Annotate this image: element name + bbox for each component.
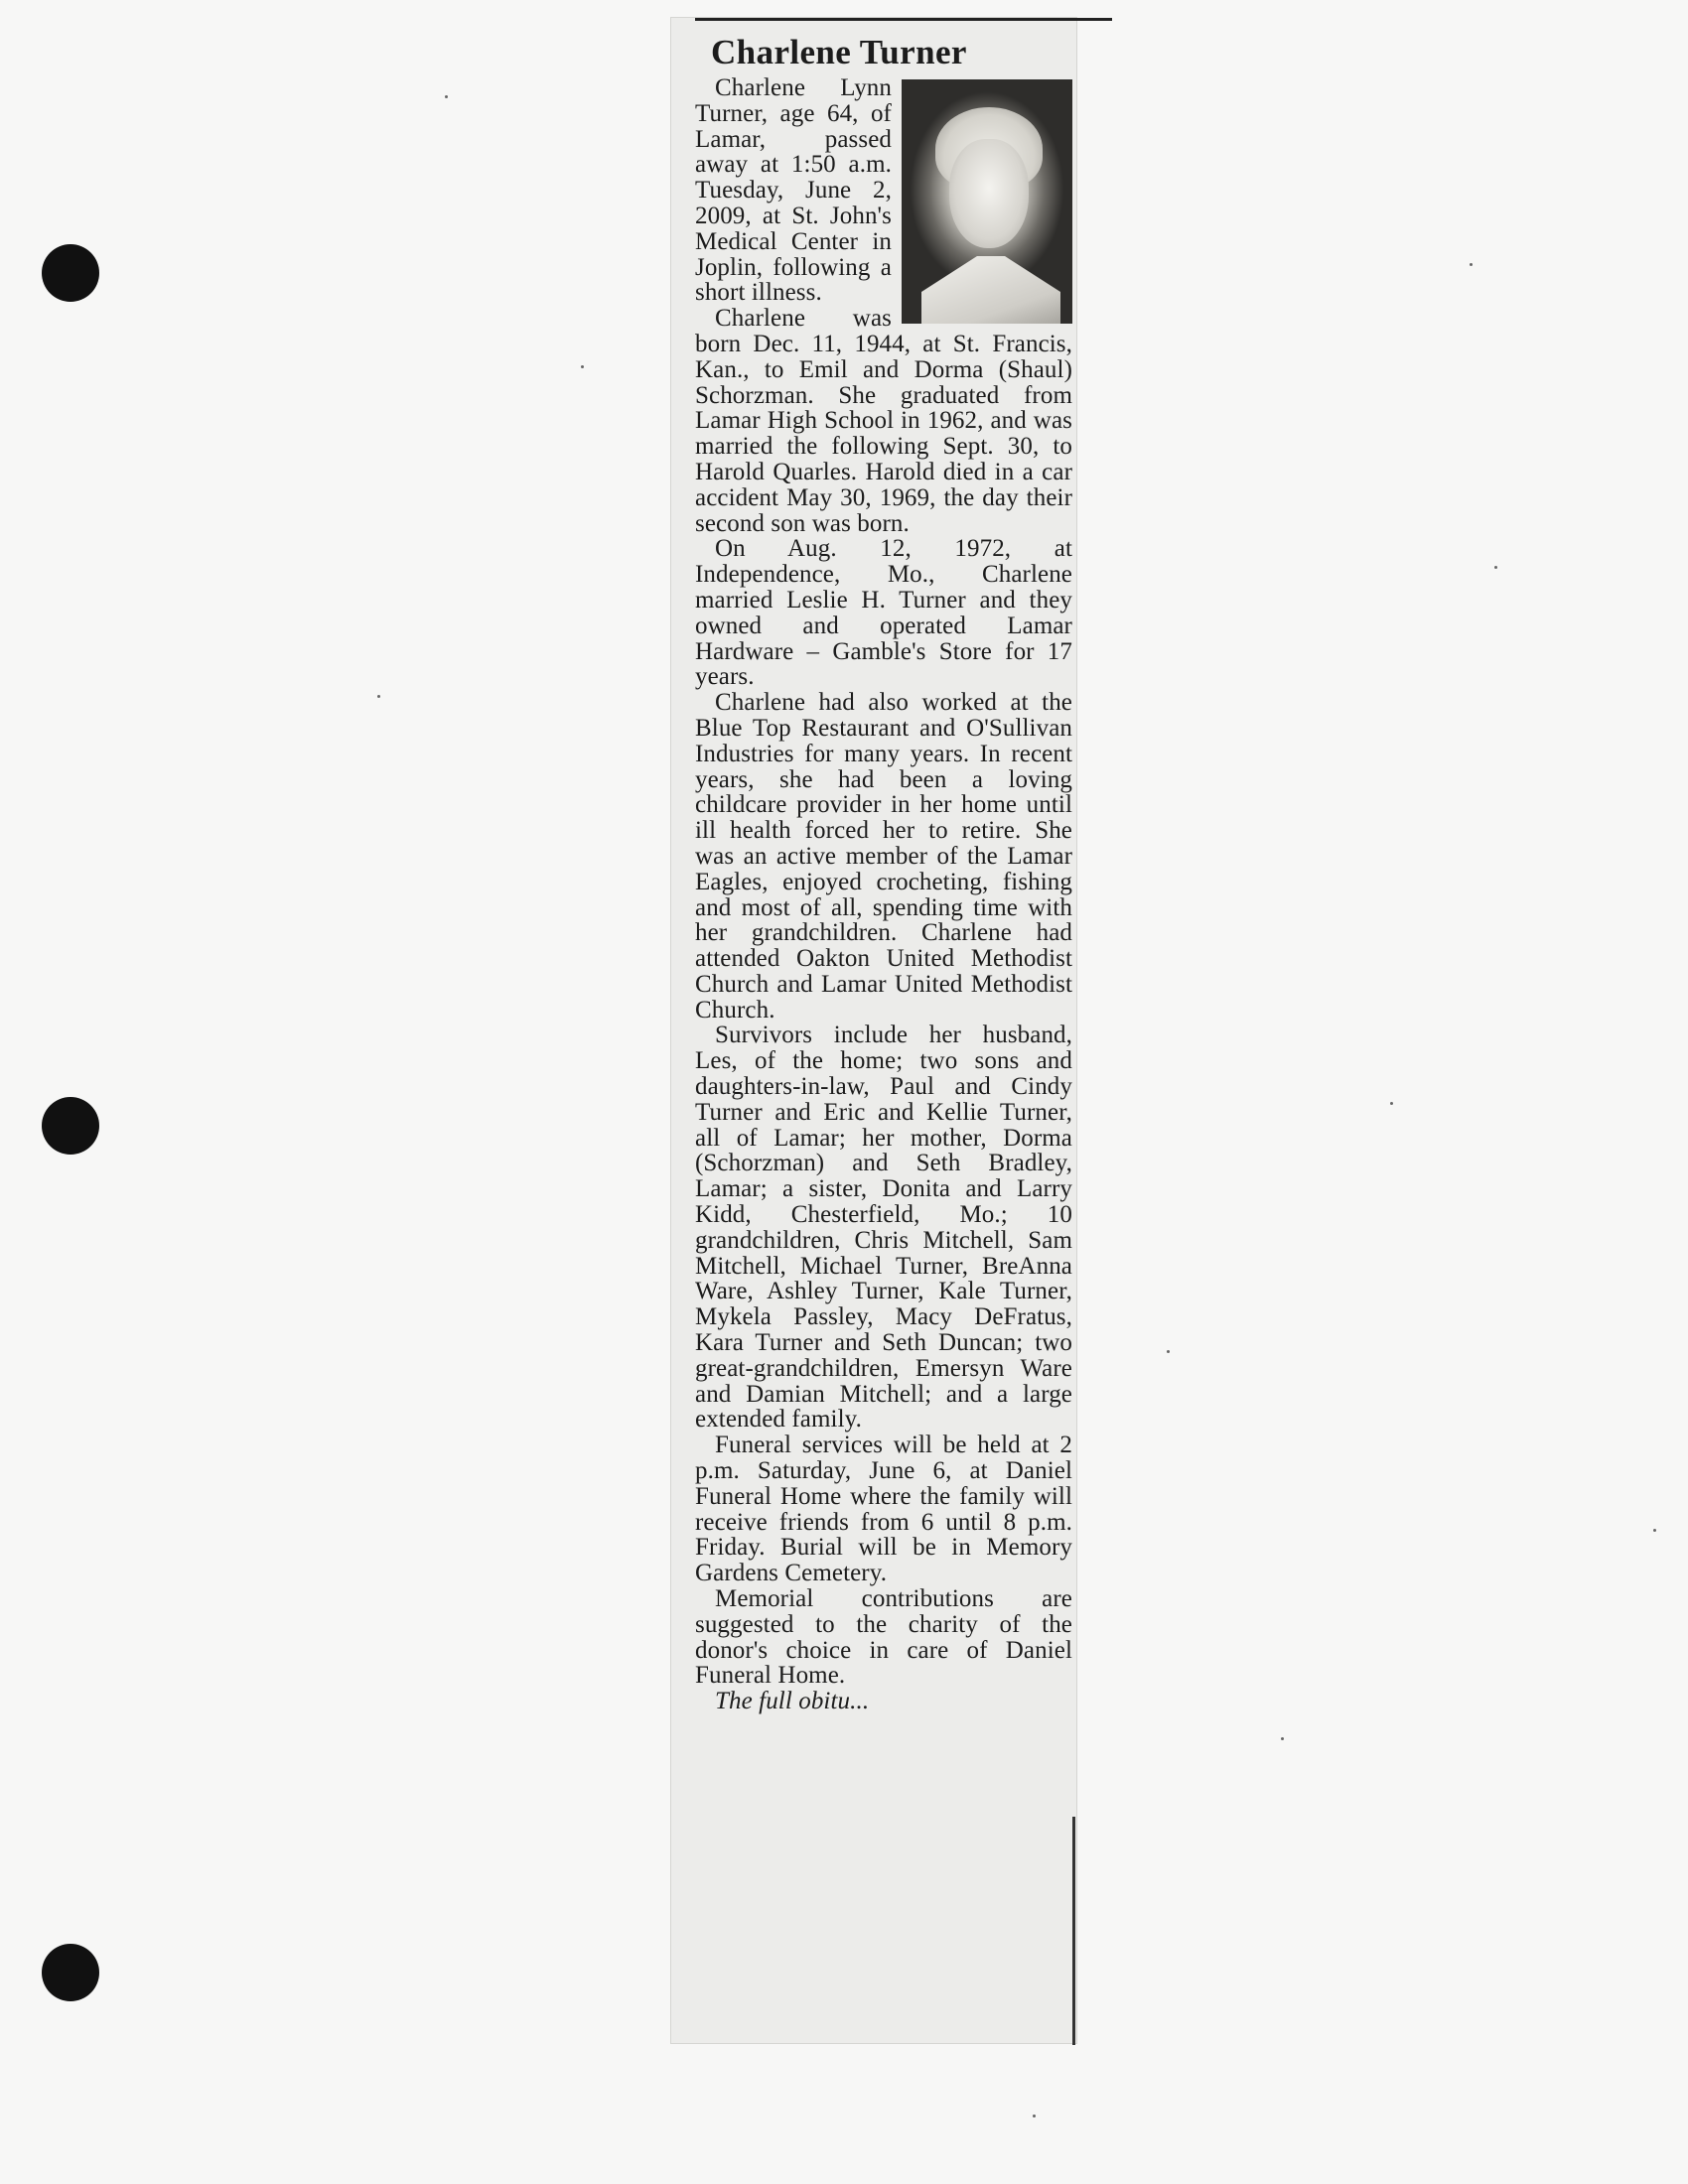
obituary-paragraph: Funeral services will be held at 2 p.m. Saturday, June 6, at Daniel Funeral Home where the family will receive friends from 6 until 8 p.m. Friday. Burial will be in Memory Gardens Cemetery. [695,1432,1072,1587]
clipping-cut-edge [1072,1817,1075,2045]
scan-speck [377,695,380,698]
scan-speck [1470,263,1473,266]
scan-speck [581,365,584,368]
scan-speck [1653,1529,1656,1532]
photo-face [949,139,1029,248]
obituary-paragraph: Charlene Lynn Turner, age 64, of Lamar, passed away at 1:50 a.m. Tuesday, June 2, 2009, at St. John's Medical Center in Joplin, following a short illness. [695,74,892,307]
photo-collar [921,256,1060,324]
obituary-paragraph: Survivors include her husband, Les, of the home; two sons and daughters-in-law, Paul and Cindy Turner and Eric and Kellie Turner, all of Lamar; her mother, Dorma (Schorzman) and Seth Bradley, Lamar; a sister, Donita and Larry Kidd, Chesterfield, Mo.; 10 grandchildren, Chris Mitchell, Sam Mitchell, Michael Turner, BreAnna Ware, Ashley Turner, Kale Turner, Mykela Passley, Macy DeFratus, Kara Turner and Seth Duncan; two great-grandchildren, Emersyn Ware and Damian Mitchell; and a large extended family. [695,1022,1072,1433]
scan-speck [1167,1350,1170,1353]
clipping-top-rule [695,18,1112,21]
scan-speck [1494,566,1497,569]
punch-hole [42,1097,99,1155]
scan-speck [1281,1737,1284,1740]
obituary-continuation: The full obitu... [715,1688,870,1715]
obituary-column [695,22,1072,1714]
scan-speck [445,95,448,98]
portrait-photo [902,79,1072,324]
obituary-paragraph: Charlene was born Dec. 11, 1944, at St. Francis, Kan., to Emil and Dorma (Shaul) Schorzman. She graduated from Lamar High School in 1962, and was married the following Sept. 30, to Harold Quarles. Harold died in a car accident May 30, 1969, the day their second son was born. [695,305,1072,537]
obituary-paragraph: Memorial contributions are suggested to the charity of the donor's choice in care of Daniel Funeral Home. [695,1585,1072,1690]
obituary-paragraph: Charlene had also worked at the Blue Top Restaurant and O'Sullivan Industries for many years. In recent years, she had been a loving childcare provider in her home until ill health forced her to retire. She was an active member of the Lamar Eagles, enjoyed crocheting, fishing and most of all, spending time with her grandchildren. Charlene had attended Oakton United Methodist Church and Lamar United Methodist Church. [695,689,1072,1024]
punch-hole [42,1944,99,2001]
scan-speck [1390,1102,1393,1105]
obituary-paragraph: On Aug. 12, 1972, at Independence, Mo., Charlene married Leslie H. Turner and they owned and operated Lamar Hardware – Gamble's Store for 17 years. [695,535,1072,691]
scan-speck [1033,2115,1036,2117]
obituary-headline: Charlene Turner [711,33,967,71]
punch-hole [42,244,99,302]
